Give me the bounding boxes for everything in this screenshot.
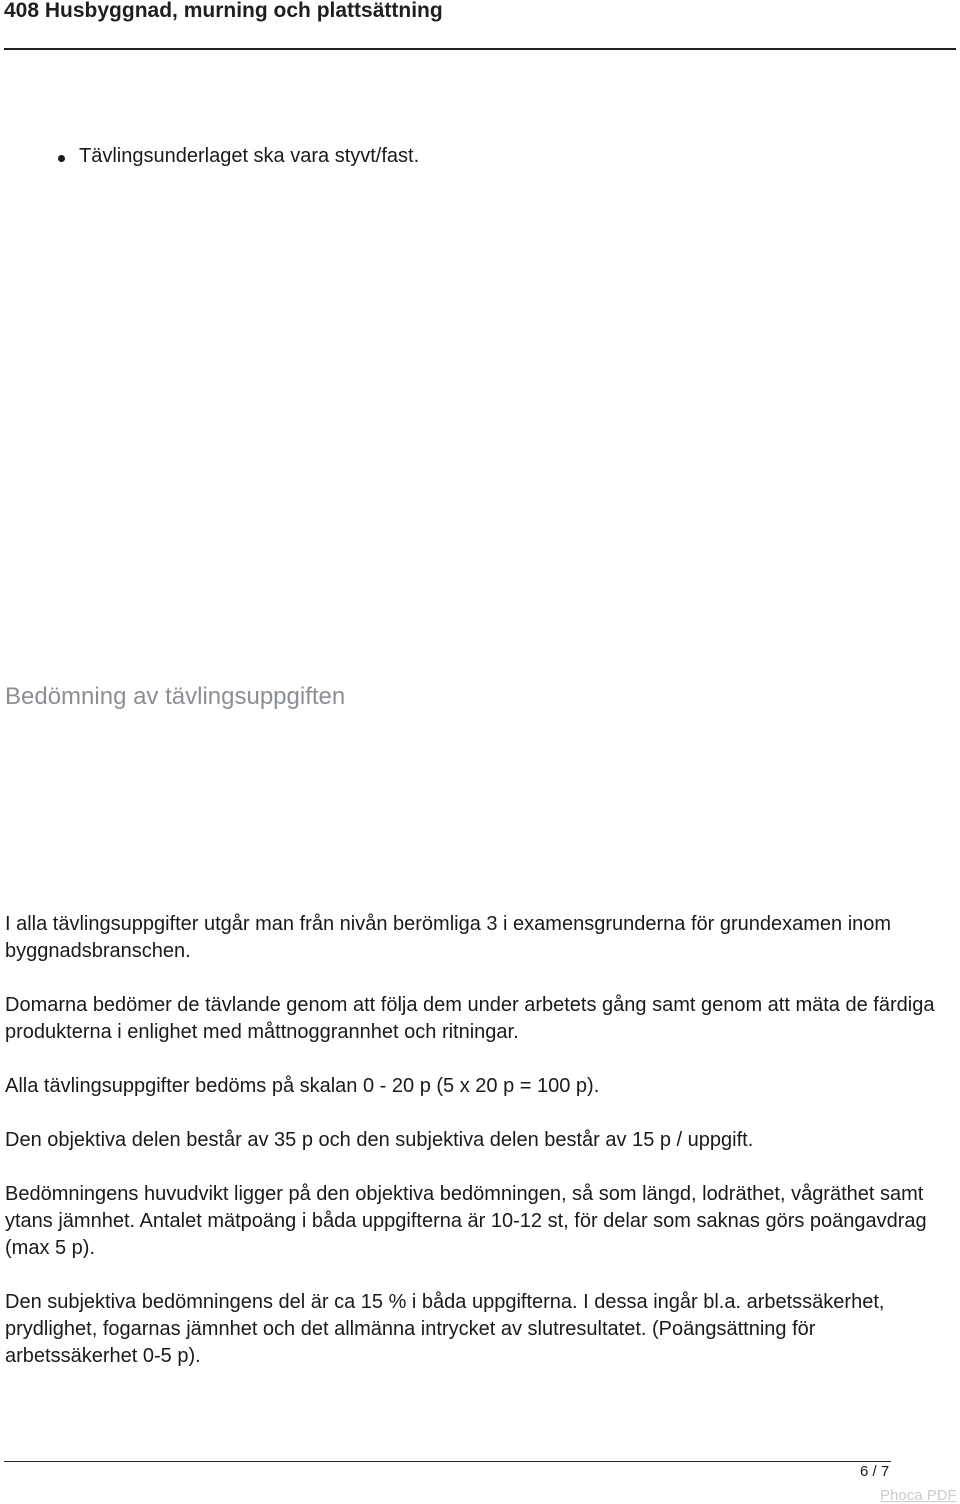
paragraph-subjective-assessment: Den subjektiva bedömningens del är ca 15 % i båda uppgifterna. I dessa ingår bl.a. arbetssäkerhet, prydlighet, fogarnas jämnhet och det allmänna intrycket av slutresultatet. (Poängsättning för arbetssäkerhet 0-5 p).: [5, 1291, 885, 1367]
footer-divider: [4, 1461, 891, 1462]
section-heading: Bedömning av tävlingsuppgiften: [5, 683, 346, 710]
paragraph-judging-method: Domarna bedömer de tävlande genom att följa dem under arbetets gång samt genom att mäta de färdiga produkterna i enlighet med måttnoggrannhet och ritningar.: [5, 994, 935, 1043]
document-title: 408 Husbyggnad, murning och plattsättning: [4, 0, 443, 22]
bullet-text: Tävlingsunderlaget ska vara styvt/fast.: [79, 145, 420, 167]
phoca-pdf-link[interactable]: Phoca PDF: [880, 1487, 957, 1504]
header-divider: [4, 48, 956, 50]
bullet-dot-icon: [58, 155, 65, 162]
page-number: 6 / 7: [860, 1463, 890, 1480]
bullet-list-item: [58, 145, 419, 168]
paragraph-points-split: Den objektiva delen består av 35 p och den subjektiva delen består av 15 p / uppgift.: [5, 1129, 754, 1151]
paragraph-baseline-level: I alla tävlingsuppgifter utgår man från nivån berömliga 3 i examensgrunderna för grundexamen inom byggnadsbranschen.: [5, 913, 892, 962]
paragraph-objective-assessment: Bedömningens huvudvikt ligger på den objektiva bedömningen, så som längd, lodräthet, vågräthet samt ytans jämnhet. Antalet mätpoäng i båda uppgifterna är 10-12 st, för delar som saknas görs poängavdrag (max 5 p).: [5, 1183, 927, 1259]
paragraph-scoring-scale: Alla tävlingsuppgifter bedöms på skalan 0 - 20 p (5 x 20 p = 100 p).: [5, 1075, 600, 1097]
